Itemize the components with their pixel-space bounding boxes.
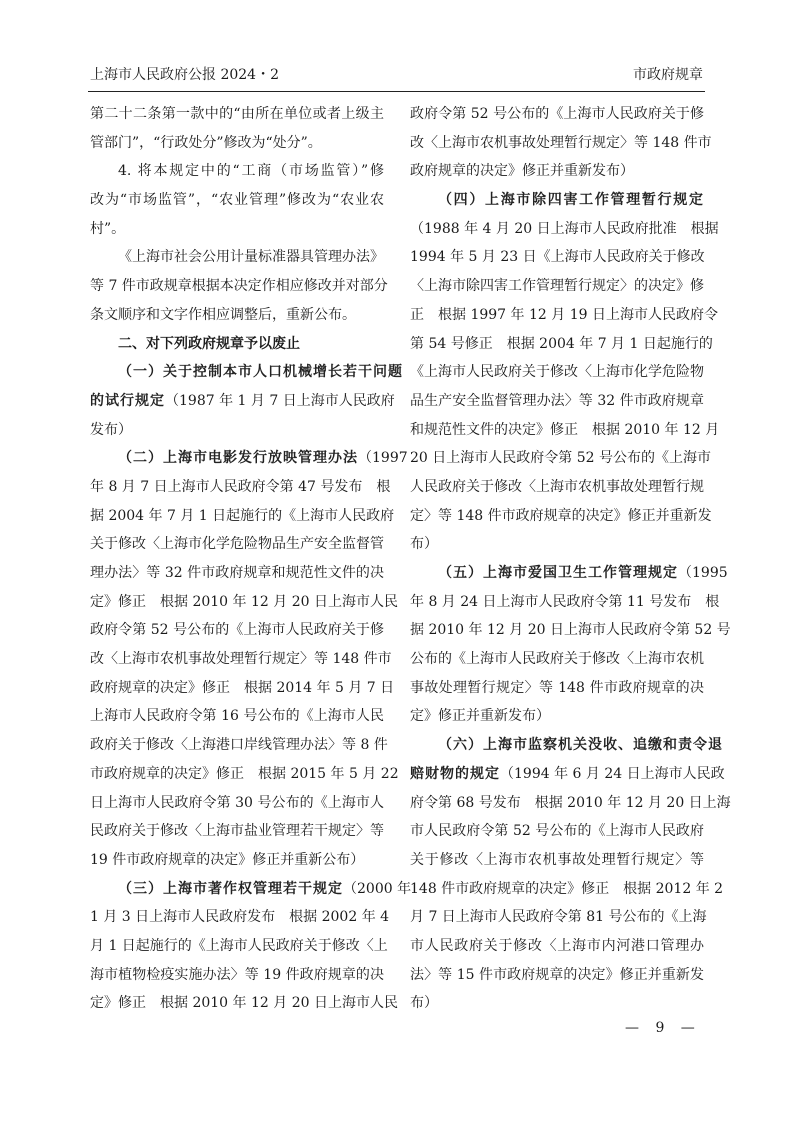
item-title: （二）上海市电影发行放映管理办法 bbox=[118, 450, 358, 467]
text-line bbox=[410, 100, 704, 129]
text-line bbox=[410, 674, 704, 703]
text-line bbox=[90, 817, 384, 846]
body-text: 和规范性文件的决定》修正 根据 2010 年 12 月 bbox=[410, 421, 720, 438]
body-text: 月 1 日起施行的《上海市人民政府关于修改〈上 bbox=[90, 937, 388, 954]
body-text: 市人民政府关于修改〈上海市内河港口管理办 bbox=[410, 937, 704, 954]
text-line bbox=[90, 731, 388, 760]
text-line bbox=[90, 272, 388, 301]
body-text: （1988 年 4 月 20 日上海市人民政府批准 根据 bbox=[410, 220, 719, 237]
body-text: 上海市人民政府令第 16 号公布的《上海市人民 bbox=[90, 708, 384, 725]
item-title: （三）上海市著作权管理若干规定 bbox=[118, 880, 343, 897]
body-text: 改为“市场监管”，“农业管理”修改为“农业农 bbox=[90, 192, 384, 209]
body-text: 理办法〉等 32 件市政府规章和规范性文件的决 bbox=[90, 565, 384, 581]
body-text: （2000 年 bbox=[343, 880, 412, 897]
body-text: 148 件市政府规章的决定》修正 根据 2012 年 2 bbox=[410, 880, 724, 897]
text-line bbox=[90, 157, 384, 186]
item-title: 赔财物的规定 bbox=[410, 765, 500, 782]
text-line bbox=[410, 731, 723, 760]
text-line bbox=[90, 358, 403, 387]
text-line bbox=[90, 559, 384, 588]
body-text: 定》修正 根据 2010 年 12 月 20 日上海市人民 bbox=[90, 995, 398, 1012]
text-line bbox=[90, 846, 384, 875]
text-line bbox=[90, 645, 392, 674]
body-text: 定》修正 根据 2010 年 12 月 20 日上海市人民 bbox=[90, 593, 398, 610]
text-line bbox=[90, 702, 384, 731]
text-line bbox=[90, 502, 395, 531]
text-line bbox=[410, 215, 719, 244]
body-text: 民政府关于修改〈上海市盐业管理若干规定〉等 bbox=[90, 823, 384, 840]
text-line bbox=[90, 129, 384, 158]
body-text: 《上海市社会公用计量标准器具管理办法》 bbox=[118, 249, 384, 266]
body-text: 管部门”，“行政处分”修改为“处分”。 bbox=[90, 134, 322, 151]
body-text: 改〈上海市农机事故处理暂行规定〉等 148 件市 bbox=[410, 134, 712, 151]
body-text: 正 根据 1997 年 12 月 19 日上海市人民政府令 bbox=[410, 306, 718, 323]
item-title: （六）上海市监察机关没收、追缴和责令退 bbox=[438, 737, 723, 754]
body-text: 条文顺序和文字作相应调整后，重新公布。 bbox=[90, 306, 356, 323]
body-text: 府令第 68 号发布 根据 2010 年 12 月 20 日上海 bbox=[410, 794, 731, 811]
text-line bbox=[90, 616, 384, 645]
page-number: — 9 — bbox=[625, 1020, 701, 1036]
body-text: 政府关于修改〈上海港口岸线管理办法〉等 8 件 bbox=[90, 737, 388, 754]
body-text: 村”。 bbox=[90, 220, 126, 237]
body-text: 日上海市人民政府令第 30 号公布的《上海市人 bbox=[90, 794, 384, 811]
body-text: 定〉等 148 件市政府规章的决定》修正并重新发 bbox=[410, 507, 712, 524]
section-heading: 二、对下列政府规章予以废止 bbox=[118, 335, 300, 352]
text-line bbox=[410, 989, 704, 1018]
body-text: （1987 年 1 月 7 日上海市人民政府 bbox=[165, 392, 395, 409]
text-line bbox=[90, 444, 408, 473]
text-line bbox=[410, 416, 720, 445]
text-line bbox=[410, 330, 713, 359]
text-line bbox=[410, 157, 704, 186]
text-line bbox=[410, 387, 704, 416]
body-text: 19 件市政府规章的决定》修正并重新公布） bbox=[90, 851, 365, 868]
text-line bbox=[410, 588, 720, 617]
text-line bbox=[90, 473, 391, 502]
text-line bbox=[410, 961, 704, 990]
text-line bbox=[410, 243, 704, 272]
body-text: 据 2010 年 12 月 20 日上海市人民政府令第 52 号 bbox=[410, 622, 731, 639]
body-text: 政府令第 52 号公布的《上海市人民政府关于修 bbox=[410, 106, 704, 122]
body-text: 市政府规章的决定》修正 根据 2015 年 5 月 22 bbox=[90, 765, 399, 782]
body-text: 年 8 月 24 日上海市人民政府令第 11 号发布 根 bbox=[410, 593, 720, 610]
body-text: 公布的《上海市人民政府关于修改〈上海市农机 bbox=[410, 651, 704, 668]
text-line bbox=[90, 989, 398, 1018]
body-text: 市人民政府令第 52 号公布的《上海市人民政府 bbox=[410, 823, 704, 840]
body-text: 关于修改〈上海市农机事故处理暂行规定〉等 bbox=[410, 851, 704, 868]
body-text: 定》修正并重新发布） bbox=[410, 708, 550, 725]
right-column bbox=[410, 100, 731, 1018]
text-line bbox=[90, 330, 384, 359]
body-text: 改〈上海市农机事故处理暂行规定〉等 148 件市 bbox=[90, 651, 392, 668]
text-line bbox=[410, 702, 704, 731]
body-text: 月 7 日上海市人民政府令第 81 号公布的《上海 bbox=[410, 909, 707, 926]
text-line bbox=[410, 129, 712, 158]
running-header-publication: 上海市人民政府公报 2024・2 bbox=[90, 67, 279, 83]
text-line bbox=[90, 588, 398, 617]
body-text: 据 2004 年 7 月 1 日起施行的《上海市人民政府 bbox=[90, 507, 395, 524]
body-text: （1994 年 6 月 24 日上海市人民政 bbox=[500, 765, 725, 782]
text-line bbox=[410, 272, 704, 301]
item-title: 的试行规定 bbox=[90, 392, 165, 409]
body-text: （1995 bbox=[678, 565, 728, 581]
header-rule bbox=[88, 91, 705, 92]
text-line bbox=[410, 473, 704, 502]
text-line bbox=[90, 674, 395, 703]
text-line bbox=[410, 502, 712, 531]
body-text: 《上海市人民政府关于修改〈上海市化学危险物 bbox=[410, 364, 704, 381]
body-text: （1997 bbox=[358, 450, 408, 467]
text-line bbox=[410, 559, 728, 588]
text-line bbox=[410, 789, 731, 818]
text-line bbox=[90, 416, 384, 445]
body-text: 4. 将本规定中的“工商（市场监管）”修 bbox=[118, 163, 384, 180]
text-line bbox=[410, 760, 725, 789]
body-text: 20 日上海市人民政府令第 52 号公布的《上海市 bbox=[410, 450, 711, 467]
text-line bbox=[410, 645, 704, 674]
body-text: 年 8 月 7 日上海市人民政府令第 47 号发布 根 bbox=[90, 478, 391, 495]
body-text: 〈上海市除四害工作管理暂行规定〉的决定》修 bbox=[410, 278, 704, 295]
text-line bbox=[90, 186, 384, 215]
text-line bbox=[90, 530, 384, 559]
body-text: 法〉等 15 件市政府规章的决定》修正并重新发 bbox=[410, 966, 704, 983]
text-line bbox=[410, 616, 731, 645]
text-line bbox=[410, 903, 707, 932]
text-line bbox=[90, 215, 384, 244]
text-line bbox=[410, 358, 704, 387]
body-text: 1 月 3 日上海市人民政府发布 根据 2002 年 4 bbox=[90, 909, 390, 926]
body-text: 第二十二条第一款中的“由所在单位或者上级主 bbox=[90, 106, 384, 122]
text-line bbox=[90, 100, 384, 129]
text-line bbox=[410, 932, 704, 961]
text-line bbox=[90, 760, 399, 789]
text-line bbox=[90, 932, 388, 961]
text-line bbox=[410, 186, 704, 215]
item-title: （四）上海市除四害工作管理暂行规定 bbox=[438, 192, 704, 209]
left-column bbox=[90, 100, 412, 1018]
text-line bbox=[90, 243, 384, 272]
text-line bbox=[90, 301, 384, 330]
body-text: 1994 年 5 月 23 日《上海市人民政府关于修改 bbox=[410, 249, 705, 266]
text-line bbox=[90, 961, 384, 990]
body-text: 政府规章的决定》修正并重新发布） bbox=[410, 163, 634, 180]
text-line bbox=[90, 789, 384, 818]
text-line bbox=[90, 875, 412, 904]
body-text: 布） bbox=[410, 995, 438, 1012]
text-line bbox=[410, 846, 704, 875]
body-text: 关于修改〈上海市化学危险物品生产安全监督管 bbox=[90, 536, 384, 553]
body-text: 品生产安全监督管理办法〉等 32 件市政府规章 bbox=[410, 392, 704, 409]
text-line bbox=[410, 875, 724, 904]
body-text: 等 7 件市政规章根据本决定作相应修改并对部分 bbox=[90, 278, 388, 295]
body-text: 海市植物检疫实施办法〉等 19 件政府规章的决 bbox=[90, 966, 384, 983]
item-title: （五）上海市爱国卫生工作管理规定 bbox=[438, 565, 678, 581]
body-text: 人民政府关于修改〈上海市农机事故处理暂行规 bbox=[410, 478, 704, 495]
text-line bbox=[410, 444, 711, 473]
body-text: 政府令第 52 号公布的《上海市人民政府关于修 bbox=[90, 622, 384, 639]
body-text: 布） bbox=[410, 536, 438, 553]
body-text: 第 54 号修正 根据 2004 年 7 月 1 日起施行的 bbox=[410, 335, 713, 352]
text-line bbox=[410, 530, 704, 559]
text-line bbox=[410, 301, 718, 330]
text-line bbox=[90, 903, 390, 932]
running-header-section: 市政府规章 bbox=[633, 67, 703, 83]
body-text: 发布） bbox=[90, 421, 132, 438]
text-line bbox=[410, 817, 704, 846]
body-text: 政府规章的决定》修正 根据 2014 年 5 月 7 日 bbox=[90, 679, 395, 696]
item-title: （一）关于控制本市人口机械增长若干问题 bbox=[118, 364, 403, 381]
text-line bbox=[90, 387, 395, 416]
body-text: 事故处理暂行规定〉等 148 件市政府规章的决 bbox=[410, 679, 704, 696]
